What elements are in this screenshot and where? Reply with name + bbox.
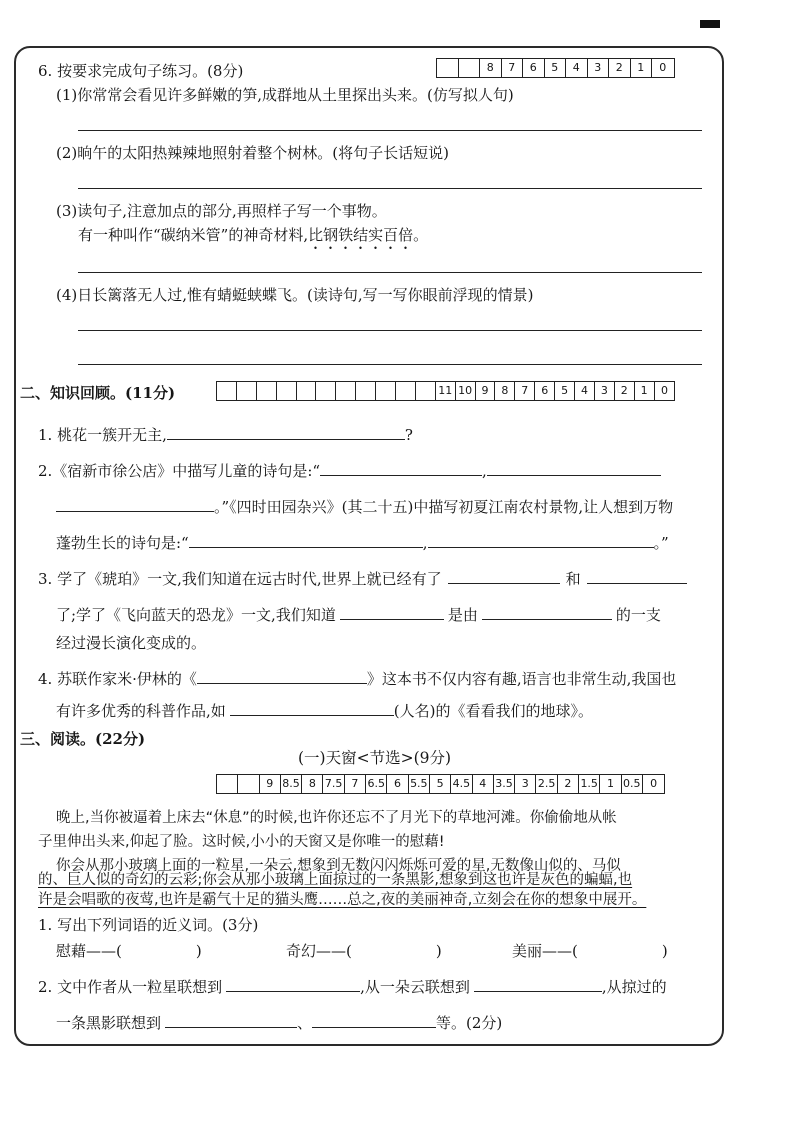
passage-title: (一)天窗<节选>(9分) [298,749,452,767]
score-cell[interactable]: 2 [615,382,635,400]
q6-title: 6. 按要求完成句子练习。(8分) [38,62,244,80]
q6-sentence-3-example [78,224,428,253]
score-cell[interactable]: 6.5 [366,775,387,793]
example-text-a: 有一种叫作“碳纳米管”的神奇材料, [78,226,309,244]
score-cell[interactable]: 0.5 [622,775,643,793]
sec3-q2-blank-1[interactable] [226,977,360,992]
q3-blank-4[interactable] [482,605,612,620]
score-cell[interactable]: 0 [650,777,658,790]
score-cell[interactable]: 4 [566,59,588,77]
sec3-q1-word3 [512,940,668,961]
example-text-dotted: 比钢铁结实百倍 [308,226,414,244]
q2-text-a: 2.《宿新市徐公店》中描写儿童的诗句是:“ [38,462,321,480]
word3-label: 美丽——( [512,942,578,960]
q6-sentence-1: (1)你常常会看见许多鲜嫩的笋,成群地从土里探出头来。(仿写拟人句) [56,86,514,104]
q2-text-d: 蓬勃生长的诗句是:“ [56,534,189,552]
score-cell[interactable]: 6 [535,382,555,400]
score-cell[interactable]: 8 [480,59,502,77]
passage-p1-l1: 晚上,当你被逼着上床去“休息”的时候,也许你还忘不了月光下的草地河滩。你偷偷地从帐 [56,810,617,826]
sec3-q2-line1 [38,976,667,997]
example-text-c: 。 [413,226,429,244]
score-cell[interactable] [416,382,436,400]
score-cell[interactable]: 2 [609,59,631,77]
q1-text-b: ? [404,426,413,444]
q6-sentence-3: (3)读句子,注意加点的部分,再照样子写一个事物。 [56,202,387,220]
score-cell[interactable]: 3 [595,382,615,400]
q6-answer-line-4a[interactable] [78,330,702,331]
score-cell[interactable] [217,382,237,400]
score-cell[interactable]: 0 [661,384,669,397]
score-cell[interactable]: 8.5 [281,775,302,793]
score-cell[interactable]: 8 [302,775,323,793]
q2-blank-3[interactable] [56,497,214,512]
sec3-q1-word2 [286,940,442,961]
section-2-title: 二、知识回顾。(11分) [20,384,176,402]
score-cell[interactable] [217,775,238,793]
q2-text-f: 。” [653,534,669,552]
q3-blank-1[interactable] [448,569,560,584]
sec3-q2-text-f: 等。(2分) [436,1014,503,1032]
score-cell[interactable]: 1.5 [579,775,600,793]
sec2-q3-line2 [56,604,661,625]
score-cell[interactable]: 3 [588,59,610,77]
q4-text-a: 4. 苏联作家米·伊林的《 [38,670,197,688]
q3-text-a: 3. 学了《琥珀》一文,我们知道在远古时代,世界上就已经有了 [38,570,442,588]
score-cell[interactable]: 5.5 [409,775,430,793]
q6-score-grid[interactable] [436,58,675,78]
q3-blank-3[interactable] [340,605,444,620]
sec3-q1-word1 [56,940,202,961]
sec3-q2-text-a: 2. 文中作者从一粒星联想到 [38,978,223,996]
score-cell[interactable]: 2.5 [536,775,557,793]
score-cell[interactable] [437,59,459,77]
sec2-q1 [38,424,413,445]
score-cell[interactable]: 4 [473,775,494,793]
score-cell[interactable]: 11 [436,382,456,400]
word2-label: 奇幻——( [286,942,352,960]
sec2-q3-line3: 经过漫长演化变成的。 [56,634,207,652]
sec3-q2-text-c: ,从掠过的 [601,978,667,996]
passage-p2-l1: 你会从那小玻璃上面的一粒星,一朵云,想象到无数闪闪烁烁可爱的星,无数像山似的、马似 [56,858,621,874]
word3-close: ) [661,942,668,960]
q3-blank-2[interactable] [587,569,687,584]
q6-answer-line-4b[interactable] [78,364,702,365]
passage-p2-l2: 的、巨人似的奇幻的云彩;你会从那小玻璃上面掠过的一条黑影,想象到这也许是灰色的蝙蝠,也 [38,872,633,888]
score-cell[interactable] [459,59,481,77]
q3-text-e: 的一支 [615,606,661,624]
score-cell[interactable]: 0 [659,61,667,74]
section-3-title: 三、阅读。(22分) [20,730,146,748]
score-cell[interactable]: 5 [545,59,567,77]
section-3-score-grid[interactable] [216,774,665,794]
score-cell[interactable] [316,382,336,400]
score-cell[interactable] [237,382,257,400]
score-cell[interactable]: 1 [600,775,621,793]
sec2-q2-line2 [56,496,673,517]
score-cell[interactable] [356,382,376,400]
sec3-q2-text-b: ,从一朵云联想到 [360,978,470,996]
sec2-q4-line1 [38,668,676,689]
score-cell[interactable] [297,382,317,400]
score-cell[interactable]: 9 [476,382,496,400]
score-cell[interactable]: 3.5 [494,775,515,793]
passage-p1-l2: 子里伸出头来,仰起了脸。这时候,小小的天窗又是你唯一的慰藉! [38,834,445,850]
q1-text-a: 1. 桃花一簇开无主, [38,426,167,444]
word1-close: ) [195,942,202,960]
score-cell[interactable]: 7 [515,382,535,400]
q2-blank-5[interactable] [428,533,654,548]
sec2-q3-line1 [38,568,687,589]
score-cell[interactable]: 7.5 [323,775,344,793]
score-cell[interactable] [257,382,277,400]
q2-blank-2[interactable] [487,461,661,476]
q6-sentence-4: (4)日长篱落无人过,惟有蜻蜓蛱蝶飞。(读诗句,写一写你眼前浮现的情景) [56,286,534,304]
q6-answer-line-2[interactable] [78,188,702,189]
score-cell[interactable] [396,382,416,400]
score-cell[interactable]: 1 [631,59,653,77]
sec2-q2-line1 [38,460,661,481]
q4-blank-2[interactable] [230,701,394,716]
q6-sentence-2: (2)晌午的太阳热辣辣地照射着整个树林。(将句子长话短说) [56,144,449,162]
q4-text-b: 》这本书不仅内容有趣,语言也非常生动,我国也 [366,670,677,688]
sec3-q2-line2 [56,1012,502,1033]
score-cell[interactable]: 4 [575,382,595,400]
corner-mark [700,20,720,28]
q4-text-c: 有许多优秀的科普作品,如 [56,702,226,720]
score-cell[interactable]: 3 [515,775,536,793]
score-cell[interactable]: 5 [430,775,451,793]
q2-text-e: , [422,534,428,552]
score-cell[interactable] [376,382,396,400]
score-cell[interactable]: 2 [558,775,579,793]
score-cell[interactable] [238,775,259,793]
score-cell[interactable] [336,382,356,400]
q6-answer-line-3[interactable] [78,272,702,273]
word1-label: 慰藉——( [56,942,122,960]
q1-blank[interactable] [167,425,405,440]
score-cell[interactable]: 10 [456,382,476,400]
q6-answer-line-1[interactable] [78,130,702,131]
score-cell[interactable]: 8 [495,382,515,400]
sec3-q2-blank-4[interactable] [312,1013,436,1028]
q3-text-b: 和 [565,570,581,588]
score-cell[interactable]: 7 [345,775,366,793]
score-cell[interactable]: 9 [260,775,281,793]
q2-text-b: , [482,462,487,480]
score-cell[interactable]: 5 [555,382,575,400]
sec3-q2-text-d: 一条黑影联想到 [56,1014,162,1032]
score-cell[interactable]: 7 [502,59,524,77]
word2-close: ) [435,942,442,960]
sec2-q2-line3 [56,532,669,553]
sec3-q2-text-e: 、 [297,1014,313,1032]
q3-text-c: 了;学了《飞向蓝天的恐龙》一文,我们知道 [56,606,336,624]
sec2-q4-line2 [56,700,593,721]
score-cell[interactable]: 4.5 [451,775,472,793]
q2-blank-1[interactable] [320,461,482,476]
q4-blank-1[interactable] [197,669,367,684]
sec3-q2-blank-3[interactable] [165,1013,297,1028]
sec3-q2-blank-2[interactable] [474,977,602,992]
q2-blank-4[interactable] [189,533,423,548]
score-cell[interactable]: 1 [635,382,655,400]
q2-text-c: 。”《四时田园杂兴》(其二十五)中描写初夏江南农村景物,让人想到万物 [214,498,674,516]
section-2-score-grid[interactable] [216,381,675,401]
q4-text-d: (人名)的《看看我们的地球》。 [393,702,593,720]
score-cell[interactable] [277,382,297,400]
q3-text-d: 是由 [447,606,478,624]
passage-p2-l3: 许是会唱歌的夜莺,也许是霸气十足的猫头鹰……总之,夜的美丽神奇,立刻会在你的想象中展开。 [38,892,647,908]
score-cell[interactable]: 6 [387,775,408,793]
sec3-q1-title: 1. 写出下列词语的近义词。(3分) [38,916,259,934]
score-cell[interactable]: 6 [523,59,545,77]
